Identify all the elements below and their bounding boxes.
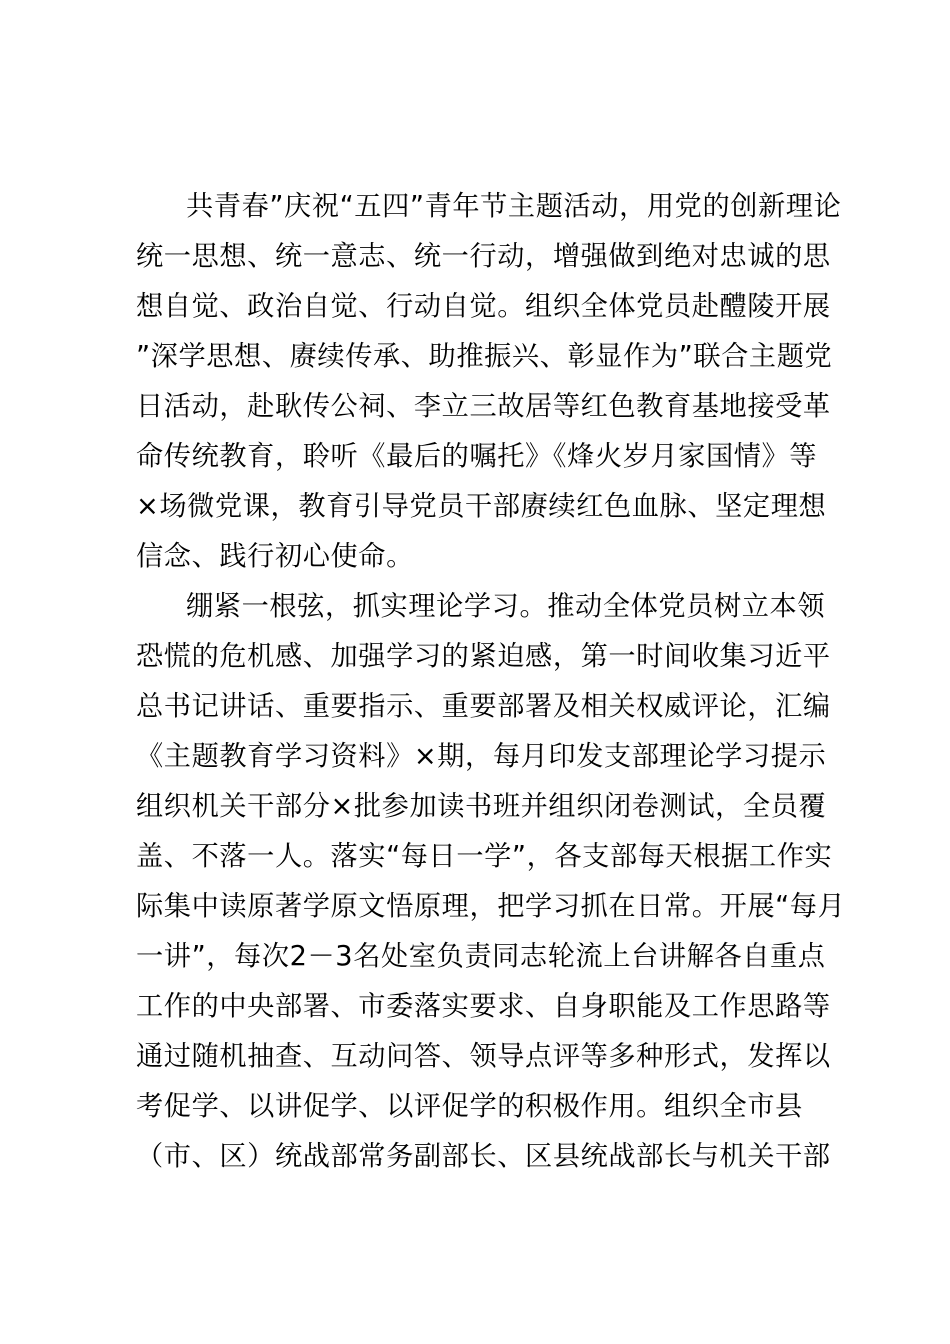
paragraph-line: 际集中读原著学原文悟原理，把学习抓在日常。开展“每月 [136, 891, 846, 922]
paragraph-line: 共青春”庆祝“五四”青年节主题活动，用党的创新理论 [186, 191, 842, 222]
paragraph-line: 命传统教育，聆听《最后的嘱托》《烽火岁月家国情》等 [136, 441, 818, 472]
paragraph-line: 通过随机抽查、互动问答、领导点评等多种形式，发挥以 [136, 1041, 831, 1072]
paragraph-line: 组织机关干部分×批参加读书班并组织闭卷测试，全员覆 [136, 791, 827, 822]
paragraph-line: 信念、践行初心使命。 [136, 541, 414, 572]
paragraph-2 [136, 582, 846, 1182]
paragraph-line: 工作的中央部署、市委落实要求、自身职能及工作思路等 [136, 991, 831, 1022]
paragraph-line: （市、区）统战部常务副部长、区县统战部长与机关干部 [136, 1141, 831, 1172]
paragraph-line: 想自觉、政治自觉、行动自觉。组织全体党员赴醴陵开展 [136, 291, 831, 322]
document-body [136, 182, 846, 1182]
paragraph-line: ”深学思想、赓续传承、助推振兴、彰显作为”联合主题党 [136, 341, 833, 372]
paragraph-1 [136, 182, 842, 582]
paragraph-line: 《主题教育学习资料》×期，每月印发支部理论学习提示 [136, 741, 827, 772]
paragraph-line: 考促学、以讲促学、以评促学的积极作用。组织全市县 [136, 1091, 803, 1122]
paragraph-line: 一讲”，每次2－3名处室负责同志轮流上台讲解各自重点 [136, 941, 826, 972]
paragraph-line: ×场微党课，教育引导党员干部赓续红色血脉、坚定理想 [136, 491, 827, 522]
paragraph-line: 盖、不落一人。落实“每日一学”，各支部每天根据工作实 [136, 841, 833, 872]
paragraph-line: 总书记讲话、重要指示、重要部署及相关权威评论，汇编 [136, 691, 831, 722]
paragraph-line: 日活动，赴耿传公祠、李立三故居等红色教育基地接受革 [136, 391, 831, 422]
paragraph-line: 绷紧一根弦，抓实理论学习。推动全体党员树立本领 [186, 591, 826, 622]
paragraph-line: 统一思想、统一意志、统一行动，增强做到绝对忠诚的思 [136, 241, 831, 272]
paragraph-line: 恐慌的危机感、加强学习的紧迫感，第一时间收集习近平 [136, 641, 831, 672]
